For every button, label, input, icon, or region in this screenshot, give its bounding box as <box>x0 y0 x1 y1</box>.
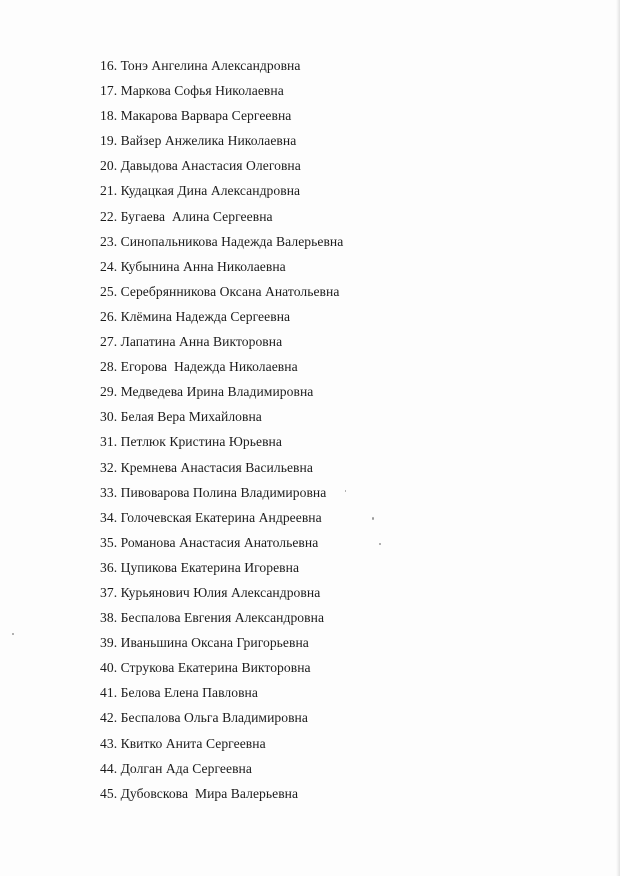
list-item: 43. Квитко Анита Сергеевна <box>100 735 266 751</box>
list-item: 17. Маркова Софья Николаевна <box>100 83 284 99</box>
list-item: 30. Белая Вера Михайловна <box>100 409 262 425</box>
list-item: 41. Белова Елена Павловна <box>100 685 258 701</box>
list-item: 20. Давыдова Анастасия Олеговна <box>100 158 301 174</box>
list-item: 38. Беспалова Евгения Александровна <box>100 610 325 626</box>
list-item: 39. Иваньшина Оксана Григорьевна <box>100 635 309 651</box>
list-item: 42. Беспалова Ольга Владимировна <box>100 710 308 726</box>
list-item: 34. Голочевская Екатерина Андреевна <box>100 509 322 525</box>
scan-speck <box>12 633 14 635</box>
list-item: 27. Лапатина Анна Викторовна <box>100 334 283 350</box>
list-item: 24. Кубынина Анна Николаевна <box>100 258 286 274</box>
list-item: 25. Серебрянникова Оксана Анатольевна <box>100 283 340 299</box>
list-item: 22. Бугаева Алина Сергеевна <box>100 208 273 224</box>
list-item: 26. Клёмина Надежда Сергеевна <box>100 308 291 324</box>
list-item: 37. Курьянович Юлия Александровна <box>100 584 321 600</box>
scan-speck <box>372 517 374 520</box>
list-item: 45. Дубовскова Мира Валерьевна <box>100 785 299 801</box>
page-edge-shadow <box>616 0 620 876</box>
scan-speck <box>379 543 381 545</box>
list-item: 29. Медведева Ирина Владимировна <box>100 384 314 400</box>
list-item: 32. Кремнева Анастасия Васильевна <box>100 459 313 475</box>
list-item: 19. Вайзер Анжелика Николаевна <box>100 133 297 149</box>
list-item: 35. Романова Анастасия Анатольевна <box>100 534 319 550</box>
list-item: 28. Егорова Надежда Николаевна <box>100 359 298 375</box>
list-item: 33. Пивоварова Полина Владимировна <box>100 484 327 500</box>
name-list <box>100 57 343 810</box>
list-item: 18. Макарова Варвара Сергеевна <box>100 108 292 124</box>
list-item: 40. Струкова Екатерина Викторовна <box>100 660 311 676</box>
list-item: 36. Цупикова Екатерина Игоревна <box>100 559 300 575</box>
scan-speck <box>345 490 346 492</box>
list-item: 21. Кудацкая Дина Александровна <box>100 183 301 199</box>
list-item: 23. Синопальникова Надежда Валерьевна <box>100 233 344 249</box>
list-item: 31. Петлюк Кристина Юрьевна <box>100 434 282 450</box>
list-item: 16. Тонэ Ангелина Александровна <box>100 58 301 73</box>
list-item: 44. Долган Ада Сергеевна <box>100 760 252 776</box>
